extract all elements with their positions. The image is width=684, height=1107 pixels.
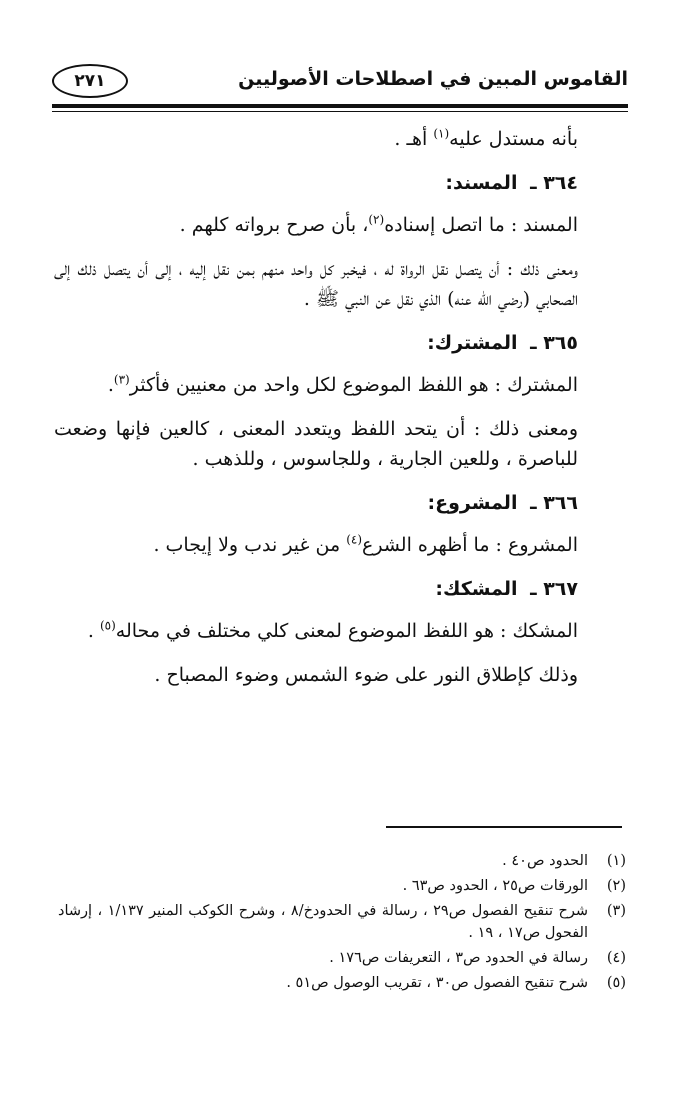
footnote-ref: (٢) — [368, 212, 385, 227]
header-rule-thick — [52, 104, 628, 108]
entry — [54, 488, 578, 560]
paragraph-text: المسند : ما اتصل إسناده — [384, 214, 578, 236]
paragraph-text: المشكك : هو اللفظ الموضوع لمعنى كلي مختلف في محاله — [115, 620, 578, 642]
paragraph-text: وذلك كإطلاق النور على ضوء الشمس وضوء المصباح . — [154, 664, 578, 686]
header-rule-thin — [52, 111, 628, 112]
footnote-text: شرح تنقيح الفصول ص٣٠ ، تقريب الوصول ص٥١ . — [286, 975, 588, 991]
footnote — [58, 900, 626, 944]
entry-term: المشكك: — [435, 578, 518, 600]
footnote-number: (٣) — [606, 903, 626, 919]
entry-paragraph — [54, 616, 578, 646]
entry — [54, 328, 578, 474]
footnote-ref: (٣) — [113, 372, 130, 387]
footnote-ref: (٥) — [99, 618, 116, 633]
entry-paragraph — [54, 370, 578, 400]
paragraph-text: المشترك : هو اللفظ الموضوع لكل واحد من معنيين فأكثر — [129, 374, 578, 396]
footnote-text: الحدود ص٤٠ . — [502, 853, 588, 869]
paragraph-after: . — [107, 374, 114, 396]
entry-paragraph — [54, 210, 578, 240]
paragraph-text: ومعنى ذلك : أن يتصل نقل الرواة له ، فيخبر كل واحد منهم بمن نقل إليه ، إلى أن يتصل ذلك إلى الصحابي (رضي الله عنه) الذي نقل عن النبي ﷺ . — [54, 258, 578, 310]
entry-heading — [54, 328, 578, 358]
continuation-text: بأنه مستدل عليه — [449, 128, 578, 150]
running-title: القاموس المبين في اصطلاحات الأصوليين — [238, 68, 628, 90]
entry-paragraph — [54, 254, 578, 314]
page-header — [52, 56, 628, 102]
entry-number: ٣٦٦ ـ — [530, 492, 578, 514]
footnote-separator — [386, 826, 622, 828]
paragraph-after: من غير ندب ولا إيجاب . — [153, 534, 347, 556]
paragraph-after: ، بأن صرح برواته كلهم . — [179, 214, 369, 236]
footnotes — [58, 850, 626, 997]
footnote — [58, 875, 626, 897]
entry-heading — [54, 488, 578, 518]
page-number: ٢٧١ — [52, 64, 128, 98]
entry-number: ٣٦٥ ـ — [530, 332, 578, 354]
entry-paragraph — [54, 414, 578, 474]
footnote-number: (١) — [606, 853, 626, 869]
entry-term: المشترك: — [427, 332, 518, 354]
footnote — [58, 947, 626, 969]
footnote-number: (٥) — [606, 975, 626, 991]
entry-number: ٣٦٤ ـ — [530, 172, 578, 194]
entry-heading — [54, 168, 578, 198]
entry-number: ٣٦٧ ـ — [530, 578, 578, 600]
paragraph-text: المشروع : ما أظهره الشرع — [362, 534, 578, 556]
paragraph-after: . — [87, 620, 100, 642]
entry-heading — [54, 574, 578, 604]
continuation-paragraph — [54, 124, 578, 154]
footnote-ref: (٤) — [346, 532, 363, 547]
entry-paragraph — [54, 530, 578, 560]
entry-term: المسند: — [445, 172, 518, 194]
continuation-end: أهـ . — [394, 128, 434, 150]
footnote-number: (٤) — [606, 950, 626, 966]
entry — [54, 574, 578, 690]
main-text — [54, 124, 578, 704]
footnote-text: الورقات ص٢٥ ، الحدود ص٦٣ . — [402, 878, 588, 894]
footnote-text: رسالة في الحدود ص٣ ، التعريفات ص١٧٦ . — [329, 950, 588, 966]
footnote — [58, 972, 626, 994]
footnote-number: (٢) — [606, 878, 626, 894]
entry — [54, 168, 578, 314]
paragraph-text: ومعنى ذلك : أن يتحد اللفظ ويتعدد المعنى ، كالعين فإنها وضعت للباصرة ، وللعين الجارية ، وللجاسوس ، وللذهب . — [54, 418, 578, 470]
footnote-ref: (١) — [433, 126, 450, 141]
entry-term: المشروع: — [427, 492, 518, 514]
entry-paragraph — [54, 660, 578, 690]
footnote-text: شرح تنقيح الفصول ص٢٩ ، رسالة في الحدودخ/٨ ، وشرح الكوكب المنير ١/١٣٧ ، إرشاد الفحول ص١٧ ، ١٩ . — [58, 903, 588, 941]
footnote — [58, 850, 626, 872]
